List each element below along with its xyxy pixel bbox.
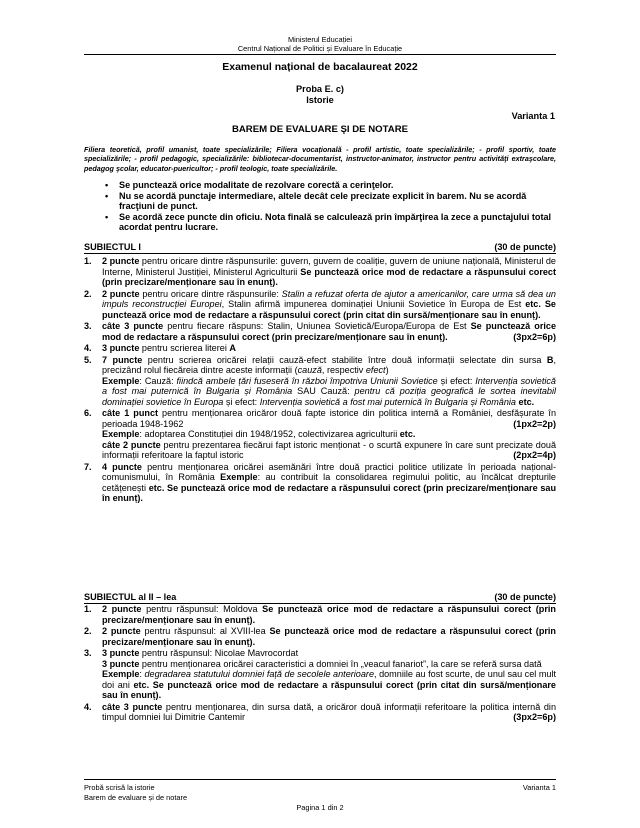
list-item: 2. 2 puncte pentru răspunsul: al XVIII-lea Se punctează orice mod de redactare a răspunsului corect (prin precizare/menționare sau în enunț). [84, 626, 556, 647]
exam-title: Examenul național de bacalaureat 2022 [222, 61, 418, 73]
footer-varianta: Varianta 1 [522, 783, 556, 792]
item-score: (2px2=4p) [513, 450, 556, 460]
item-score: (1px2=2p) [513, 418, 556, 429]
list-item: 6. câte 1 punct pentru menționarea oricăror două fapte istorice din politica internă a României, desfășurate în perioada 1948-1962 (1px2=2p) Exemple: adoptarea Constituției din 1948/1952, colectivizarea agriculturii etc. câte 2 puncte pentru prezentarea fiecărui fapt istoric menționat - o scurtă expunere în care sunt precizate două informații referitoare la faptul istoric (2px2=4p) [84, 408, 557, 460]
section-heading-subject-1: SUBIECTUL I (30 de puncte) [84, 242, 556, 252]
list-item: 3. 3 puncte pentru răspunsul: Nicolae Mavrocordat 3 puncte pentru menționarea oricărei caracteristici a domniei în „veacul fanariot”, la care se referă sursa dată Exemple: degradarea statutului domniei față de secolele anterioare, domniile au fost scurte, de unul sau cel mult doi ani etc. Se punctează orice mod de redactare a răspunsului corect (prin citat din sursă/menționare sau în enunț). [84, 648, 557, 700]
center-header: Centrul Național de Politici și Evaluare în Educație [237, 44, 403, 53]
rule-item: • Se acordă zece puncte din oficiu. Nota finală se calculează prin împărţirea la zece a punctajului total acordat pentru lucrare. [105, 211, 552, 232]
list-item: 3. câte 3 puncte pentru fiecare răspuns: Stalin, Uniunea Sovietică/Europa/Europa de Est Se punctează orice mod de redactare a răspunsului corect (prin precizare/menționare sau în enunț). (3px2=6p) [84, 321, 557, 342]
list-item: 1. 2 puncte pentru răspunsul: Moldova Se punctează orice mod de redactare a răspunsului corect (prin precizare/menționare sau în enunț). [84, 604, 556, 625]
proba-label: Proba E. c) [296, 84, 344, 94]
subject-label: Istorie [306, 95, 334, 105]
rule-item: • Nu se acordă punctaje intermediare, altele decât cele precizate explicit în barem. Nu se acordă fracţiuni de punct. [105, 190, 527, 211]
item-score: (3px2=6p) [513, 712, 556, 722]
barem-title: BAREM DE EVALUARE ŞI DE NOTARE [231, 124, 409, 135]
list-item: 2. 2 puncte pentru oricare dintre răspunsurile: Stalin a refuzat oferta de ajutor a americanilor, care urma să dea un impuls reconstrucției Europei, Stalin afirmă impunerea dominației Uniunii Sovietice în Europa de Est etc. Se punctează orice mod de redactare a răspunsului corect (prin citat din sursă/menționare sau în enunț). [84, 288, 556, 320]
list-item: 7. 4 puncte pentru menționarea oricărei asemănări între două practici politice utilizate în perioada național-comunismului, în România Exemple: au contribuit la consolidarea regimului politic, au încălcat drepturile cetățenești etc. Se punctează orice mod de redactare a răspunsului corect (prin precizare/menționare sau în enunț). [84, 461, 556, 503]
section-heading-subject-2: SUBIECTUL al II – lea (30 de puncte) [84, 592, 556, 602]
filiera-text: Filiera teoretică, profil umanist, toate specializările; Filiera vocațională - profil artistic, toate specializările; - profil sportiv, toate specializările; - profil pedagogic, specializările: bibliotecar-documentarist, instructor-animator, instructor pentru activităţi extraşcolare, pedagog şcolar, educator-puericultor; - profil teologic, toate specializările. [84, 145, 556, 173]
item-score: (3px2=6p) [513, 331, 556, 342]
rule-item: • Se punctează orice modalitate de rezolvare corectă a cerinţelor. [105, 180, 394, 190]
footer-left: Probă scrisă la istorie Barem de evaluare și de notare [84, 783, 188, 802]
list-item: 1. 2 puncte pentru oricare dintre răspunsurile: guvern, guvern de coaliție, guvern de uniune națională, Ministerul de Interne, Ministerul Justiției, Ministerul Agriculturii Se punctează orice mod de redactare a răspunsului corect (prin precizare/menționare sau în enunț). [84, 256, 557, 287]
header-divider [84, 54, 556, 55]
footer-divider [84, 779, 556, 780]
list-item: 5. 7 puncte pentru scrierea oricărei relații cauză-efect stabilite între două informații selectate din sursa B, precizând rolul fiecăreia dintre aceste informații (cauză, respectiv efect) Exemple: Cauză: fiindcă ambele țări fuseseră în război împotriva Uniunii Sovietice și efect: Intervenția sovietică a fost mai puternică în Bulgaria și România SAU Cauză: pentru că poziția geografică le sortea inevitabil dominației sovietice în Europa și efect: Intervenția sovietică a fost mai puternică în Bulgaria și România etc. [84, 354, 557, 407]
list-item: 4. 3 puncte pentru scrierea literei A [84, 343, 236, 353]
general-rules [100, 180, 556, 233]
varianta-label: Varianta 1 [511, 111, 555, 121]
list-item: 4. câte 3 puncte pentru menționarea, din sursa dată, a oricăror două informații referitoare la politica internă din timpul domniei lui Dimitrie Cantemir (3px2=6p) [84, 701, 556, 722]
subject-1-items [84, 256, 556, 505]
ministry-header: Ministerul Educației [287, 35, 353, 44]
page-number: Pagina 1 din 2 [296, 803, 344, 812]
subject-2-items [84, 604, 556, 724]
